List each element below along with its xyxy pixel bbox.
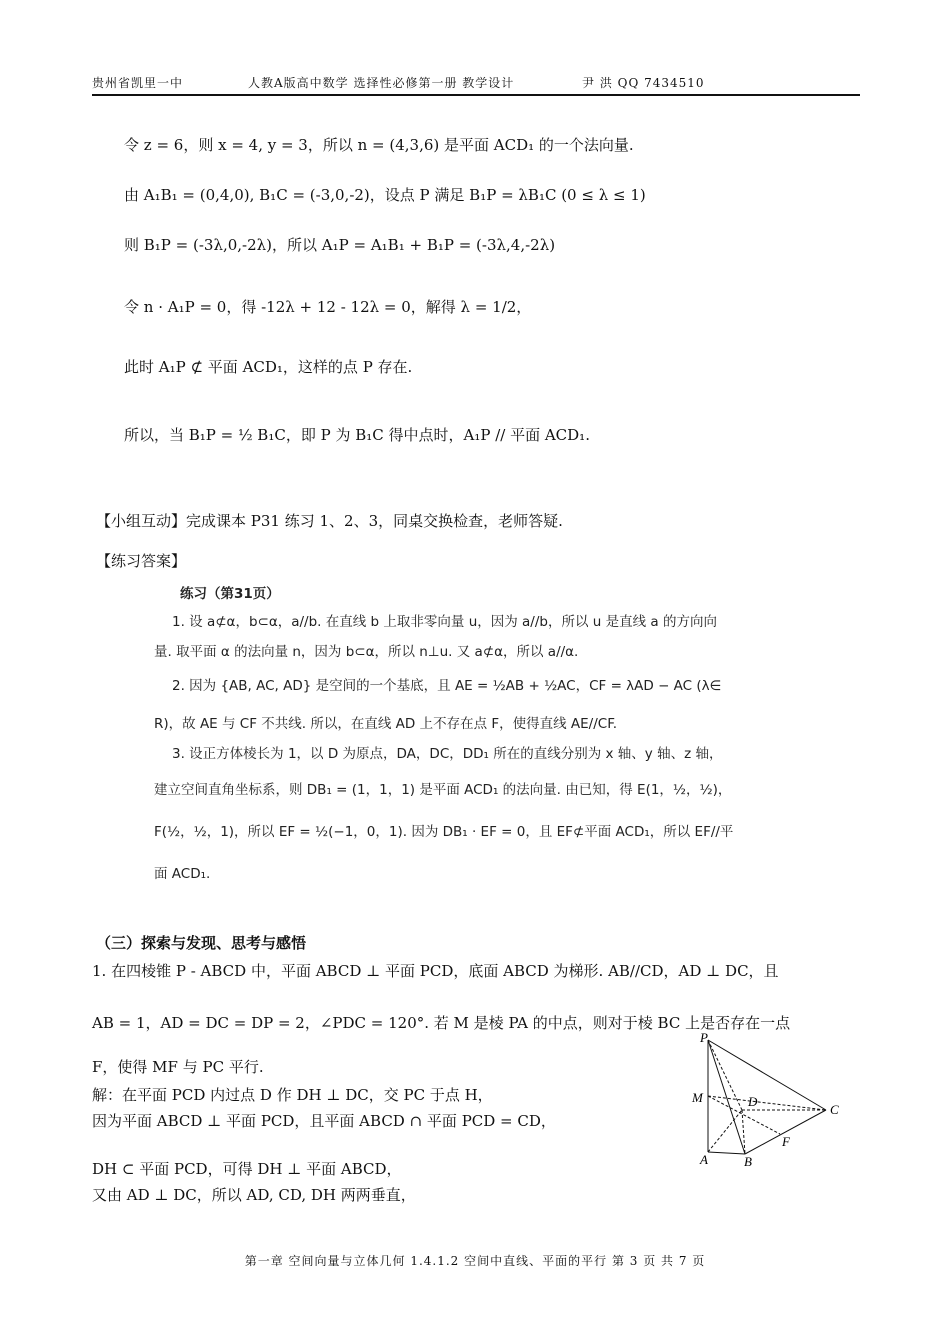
label-B: B: [744, 1154, 752, 1169]
header-book: 人教A版高中数学 选择性必修第一册 教学设计: [248, 76, 515, 90]
segment-MF: [708, 1096, 780, 1134]
exercise-title: 练习（第31页）: [180, 586, 280, 602]
label-F: F: [782, 1134, 790, 1149]
segment-MC: [708, 1096, 826, 1110]
solution-line-6: 所以，当 B₁P = ½ B₁C，即 P 为 B₁C 得中点时，A₁P // 平面 ACD₁.: [124, 426, 590, 444]
solution-line-5: 此时 A₁P ⊄ 平面 ACD₁，这样的点 P 存在.: [124, 358, 413, 376]
solution2-line-4: 又由 AD ⊥ DC，所以 AD, CD, DH 两两垂直，: [92, 1186, 416, 1204]
edge-AD: [708, 1110, 742, 1152]
pyramid-figure: [680, 1030, 860, 1170]
exercise-line: 面 ACD₁.: [154, 866, 211, 882]
solution-line-2: 由 A₁B₁ = (0,4,0), B₁C = (-3,0,-2)，设点 P 满足 B₁P = λB₁C (0 ≤ λ ≤ 1): [124, 186, 646, 204]
label-M: M: [692, 1090, 703, 1105]
exercise-line: F(½，½，1)，所以 EF = ½(−1，0，1). 因为 DB₁ · EF = 0，且 EF⊄平面 ACD₁，所以 EF//平: [154, 824, 734, 840]
solution2-line-3: DH ⊂ 平面 PCD，可得 DH ⊥ 平面 ABCD，: [92, 1160, 402, 1178]
exercise-answer-block: [150, 582, 800, 882]
label-P: P: [700, 1030, 708, 1045]
label-A: A: [700, 1152, 708, 1167]
edge-AB: [708, 1152, 745, 1154]
page-header: [92, 74, 860, 96]
label-C: C: [830, 1102, 839, 1117]
edge-PC: [708, 1040, 826, 1110]
solution-line-1: 令 z = 6，则 x = 4, y = 3，所以 n = (4,3,6) 是平面 ACD₁ 的一个法向量.: [124, 136, 634, 154]
problem-line-3: F，使得 MF 与 PC 平行.: [92, 1058, 264, 1076]
answer-heading: 【练习答案】: [96, 552, 187, 570]
exercise-line: 2. 因为 {AB, AC, AD} 是空间的一个基底，且 AE = ½AB + ½AC，CF = λAD − AC (λ∈: [172, 678, 722, 694]
group-activity: 【小组互动】完成课本 P31 练习 1、2、3，同桌交换检查，老师答疑.: [96, 512, 563, 530]
header-author: 尹 洪 QQ 7434510: [582, 76, 705, 90]
solution-line-3: 则 B₁P = (-3λ,0,-2λ)，所以 A₁P = A₁B₁ + B₁P = (-3λ,4,-2λ): [124, 236, 556, 254]
label-D: D: [748, 1094, 758, 1109]
page-footer: 第一章 空间向量与立体几何 1.4.1.2 空间中直线、平面的平行 第 3 页 共 7 页: [244, 1254, 706, 1268]
problem-line-1: 1. 在四棱锥 P - ABCD 中，平面 ABCD ⊥ 平面 PCD，底面 ABCD 为梯形. AB//CD，AD ⊥ DC，且: [92, 962, 779, 980]
exercise-line: 3. 设正方体棱长为 1，以 D 为原点，DA，DC，DD₁ 所在的直线分别为 x 轴、y 轴、z 轴，: [172, 746, 723, 762]
exercise-line: R)，故 AE 与 CF 不共线. 所以，在直线 AD 上不存在点 F，使得直线 AE//CF.: [154, 716, 618, 732]
solution2-line-1: 解：在平面 PCD 内过点 D 作 DH ⊥ DC，交 PC 于点 H，: [92, 1086, 493, 1104]
exercise-line: 建立空间直角坐标系，则 DB₁ = (1，1，1) 是平面 ACD₁ 的法向量. 由已知，得 E(1，½，½)，: [154, 782, 732, 798]
problem-line-2: AB = 1，AD = DC = DP = 2，∠PDC = 120°. 若 M 是棱 PA 的中点，则对于棱 BC 上是否存在一点: [92, 1014, 791, 1032]
section-title: （三）探索与发现、思考与感悟: [96, 934, 307, 952]
exercise-line: 1. 设 a⊄α，b⊂α，a//b. 在直线 b 上取非零向量 u，因为 a//b，所以 u 是直线 a 的方向向: [172, 614, 717, 630]
exercise-line: 量. 取平面 α 的法向量 n，因为 b⊂α，所以 n⊥u. 又 a⊄α，所以 a//α.: [154, 644, 579, 660]
solution2-line-2: 因为平面 ABCD ⊥ 平面 PCD，且平面 ABCD ∩ 平面 PCD = CD，: [92, 1112, 556, 1130]
solution-line-4: 令 n · A₁P = 0，得 -12λ + 12 - 12λ = 0，解得 λ = 1/2，: [124, 298, 532, 316]
header-school: 贵州省凯里一中: [92, 76, 184, 90]
